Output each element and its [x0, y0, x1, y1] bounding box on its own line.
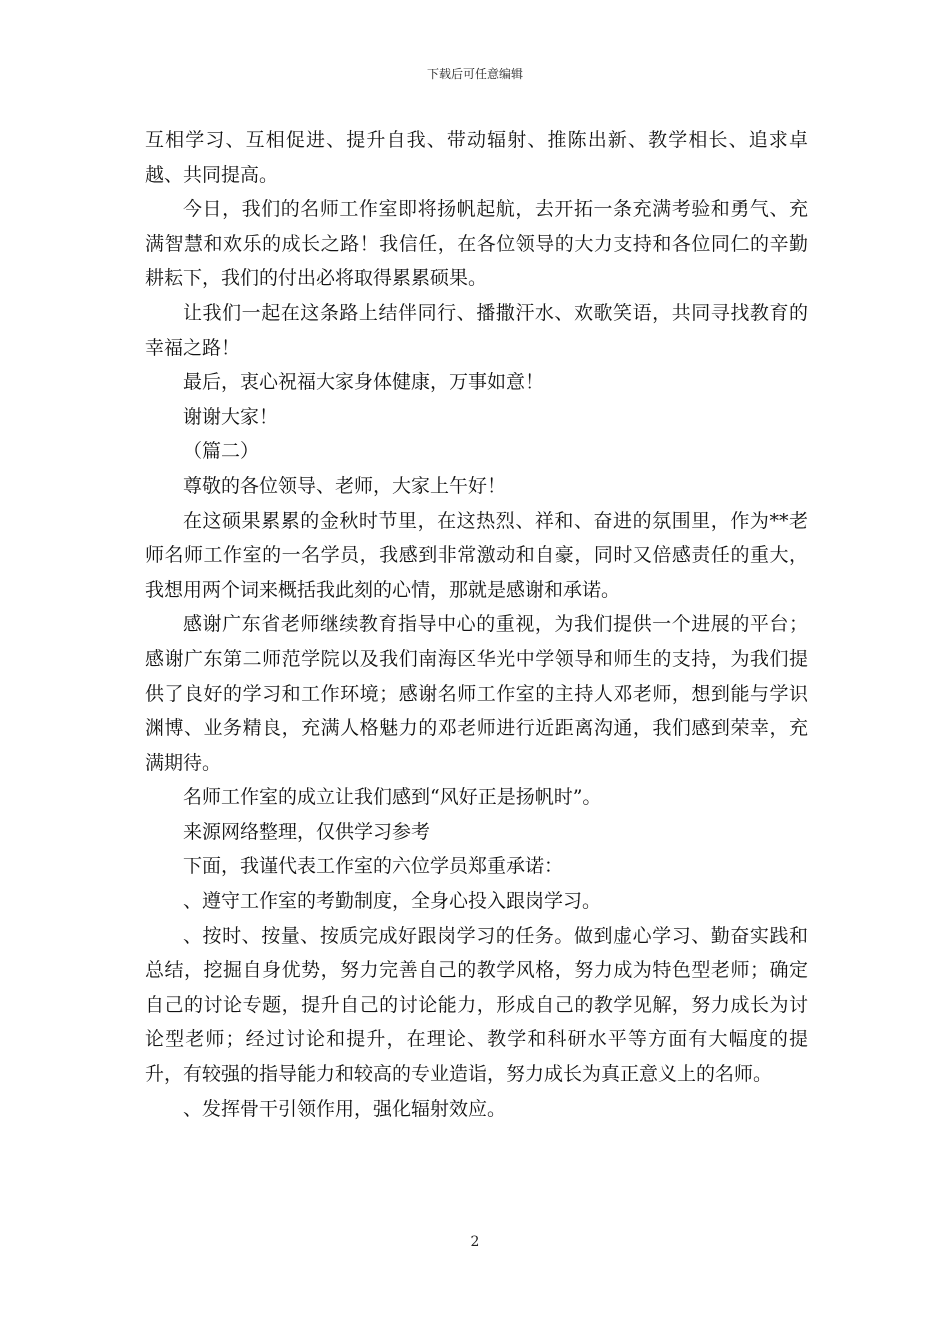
- paragraph: 今日，我们的名师工作室即将扬帆起航，去开拓一条充满考验和勇气、充满智慧和欢乐的成长之路！我信任，在各位领导的大力支持和各位同仁的辛勤耕耘下，我们的付出必将取得累累硕果。: [145, 198, 808, 290]
- list-item: 、发挥骨干引领作用，强化辐射效应。: [183, 1097, 507, 1120]
- paragraph: 感谢广东省老师继续教育指导中心的重视，为我们提供一个进展的平台；感谢广东第二师范学院以及我们南海区华光中学领导和师生的支持，为我们提供了良好的学习和工作环境；感谢名师工作室的主持人邓老师，想到能与学识渊博、业务精良，充满人格魅力的邓老师进行近距离沟通，我们感到荣幸，充满期待。: [145, 613, 808, 774]
- source-note: 来源网络整理，仅供学习参考: [183, 820, 431, 843]
- paragraph: 互相学习、互相促进、提升自我、带动辐射、推陈出新、教学相长、追求卓越、共同提高。: [145, 129, 808, 186]
- paragraph: 让我们一起在这条路上结伴同行、播撒汗水、欢歌笑语，共同寻找教育的幸福之路！: [145, 301, 808, 359]
- section-heading: （篇二）: [183, 440, 260, 463]
- salutation: 尊敬的各位领导、老师，大家上午好！: [183, 474, 507, 497]
- list-item: 、遵守工作室的考勤制度，全身心投入跟岗学习。: [183, 890, 602, 913]
- paragraph: 最后，衷心祝福大家身体健康，万事如意！: [183, 371, 545, 394]
- document-body: [145, 123, 808, 1126]
- paragraph: 谢谢大家！: [183, 405, 279, 428]
- paragraph: 下面，我谨代表工作室的六位学员郑重承诺：: [183, 855, 564, 878]
- paragraph: 在这硕果累累的金秋时节里，在这热烈、祥和、奋进的氛围里，作为**老师名师工作室的一名学员，我感到非常激动和自豪，同时又倍感责任的重大，我想用两个词来概括我此刻的心情，那就是感谢和承诺。: [145, 509, 808, 601]
- page-number: 2: [470, 1234, 480, 1250]
- page-header: 下载后可任意编辑: [426, 67, 523, 81]
- list-item: 、按时、按量、按质完成好跟岗学习的任务。做到虚心学习、勤奋实践和总结，挖掘自身优势，努力完善自己的教学风格，努力成为特色型老师；确定自己的讨论专题，提升自己的讨论能力，形成自己的教学见解，努力成长为讨论型老师；经过讨论和提升，在理论、教学和科研水平等方面有大幅度的提升，有较强的指导能力和较高的专业造诣，努力成长为真正意义上的名师。: [145, 924, 808, 1086]
- paragraph: 名师工作室的成立让我们感到“风好正是扬帆时”。: [183, 786, 602, 809]
